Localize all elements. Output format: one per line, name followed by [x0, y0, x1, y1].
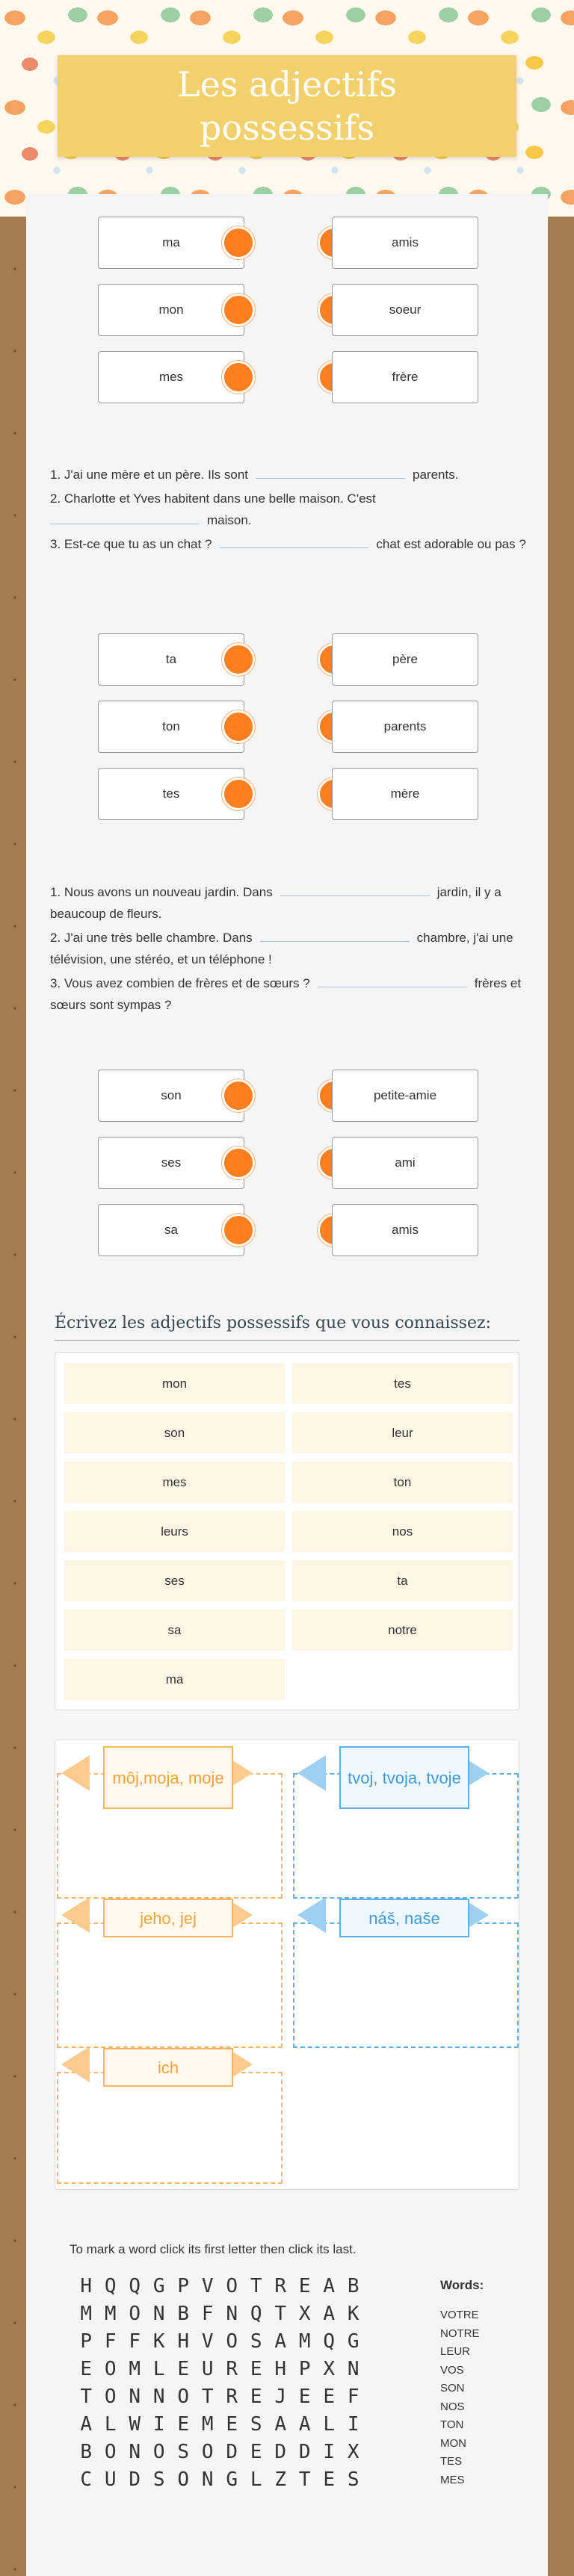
matching-exercise-3 [26, 1070, 548, 1256]
sentence-text: 2. J'ai une très belle chambre. Dans [50, 931, 253, 945]
answer-blank[interactable] [50, 509, 200, 524]
wordsearch-row [74, 2355, 365, 2383]
wordsearch-letter[interactable]: O [104, 2357, 117, 2380]
list-item[interactable]: ma [64, 1659, 285, 1700]
list-item[interactable]: mon [64, 1363, 285, 1404]
wordsearch-row [74, 2410, 365, 2438]
list-item[interactable]: ta [292, 1560, 513, 1601]
list-item[interactable]: ton [292, 1462, 513, 1503]
wordsearch-letter[interactable]: U [104, 2468, 117, 2491]
list-item[interactable]: leur [292, 1412, 513, 1453]
wordsearch-letter[interactable]: R [226, 2357, 238, 2380]
wordsearch-letter[interactable]: E [298, 2274, 311, 2297]
wordsearch-letter[interactable]: S [347, 2468, 359, 2491]
group-label: náš, naše [339, 1899, 469, 1937]
wordsearch-letter[interactable]: L [323, 2412, 336, 2436]
wordsearch-letter[interactable]: T [250, 2274, 262, 2297]
sentence-text: parents. [413, 468, 459, 482]
wordsearch-letter[interactable]: X [298, 2302, 311, 2325]
wordsearch-letter[interactable]: Z [274, 2468, 287, 2491]
ribbon-tail [297, 1755, 326, 1791]
ribbon-tail [61, 2046, 90, 2082]
wordsearch-letter[interactable]: A [80, 2412, 93, 2436]
wordsearch-letter[interactable]: H [274, 2357, 287, 2380]
wordsearch-letter[interactable]: R [274, 2274, 287, 2297]
match-connector[interactable] [222, 1146, 255, 1179]
wordsearch-letter[interactable]: I [152, 2412, 165, 2436]
list-item[interactable]: sa [64, 1610, 285, 1651]
answer-blank[interactable] [318, 972, 467, 987]
sentence-text: 1. Nous avons un nouveau jardin. Dans [50, 885, 273, 899]
wordsearch-letter[interactable]: F [104, 2330, 117, 2353]
wordsearch-letter[interactable]: Q [129, 2274, 141, 2297]
wordsearch-letter[interactable]: G [226, 2468, 238, 2491]
matching-exercise-2 [26, 633, 548, 820]
match-item[interactable]: mon [98, 284, 244, 336]
wordsearch-letter[interactable]: N [226, 2302, 238, 2325]
wordsearch-letter[interactable]: T [201, 2385, 214, 2408]
wordsearch-letter[interactable]: D [298, 2440, 311, 2463]
wordsearch-letter[interactable]: E [177, 2412, 190, 2436]
wordsearch-row [74, 2383, 365, 2410]
wordsearch-letter[interactable]: N [347, 2357, 359, 2380]
wordsearch-letter[interactable]: P [80, 2330, 93, 2353]
wordsearch-letter[interactable]: G [347, 2330, 359, 2353]
wordsearch-letter[interactable]: D [129, 2468, 141, 2491]
fill-in-exercise-2 [50, 881, 528, 1018]
wordsearch-letter[interactable]: E [298, 2385, 311, 2408]
match-item[interactable]: sa [98, 1204, 244, 1256]
match-connector[interactable] [222, 226, 255, 259]
wordsearch-letter[interactable]: O [226, 2330, 238, 2353]
match-item[interactable]: ami [332, 1137, 478, 1189]
wordsearch-letter[interactable]: T [80, 2385, 93, 2408]
wordsearch-letter[interactable]: U [201, 2357, 214, 2380]
wordsearch-letter[interactable]: K [152, 2330, 165, 2353]
wordsearch-letter[interactable]: B [177, 2302, 190, 2325]
answer-blank[interactable] [260, 927, 410, 942]
list-item[interactable]: ses [64, 1560, 285, 1601]
match-item[interactable]: mère [332, 768, 478, 820]
match-connector[interactable] [222, 643, 255, 676]
wordsearch-letter[interactable]: L [250, 2468, 262, 2491]
sentence-text: frères et sœurs sont sympas ? [50, 976, 522, 1012]
title-banner [58, 55, 516, 157]
wordsearch-letter[interactable]: F [347, 2385, 359, 2408]
match-item[interactable]: ta [98, 633, 244, 686]
wordsearch-letter[interactable]: E [323, 2385, 336, 2408]
match-item[interactable]: amis [332, 1204, 478, 1256]
answer-blank[interactable] [280, 881, 430, 896]
wordsearch-row [74, 2327, 365, 2355]
match-connector[interactable] [222, 710, 255, 743]
ribbon-tail [297, 1897, 326, 1933]
wordsearch-letter[interactable]: B [347, 2274, 359, 2297]
wordsearch-letter[interactable]: Q [104, 2274, 117, 2297]
wordsearch-letter[interactable]: A [274, 2330, 287, 2353]
wordsearch-letter[interactable]: O [129, 2302, 141, 2325]
sentence-text: 2. Charlotte et Yves habitent dans une belle maison. C'est [50, 491, 376, 506]
wordsearch-instruction: To mark a word click its first letter then click its last. [70, 2242, 357, 2256]
list-item[interactable]: son [64, 1412, 285, 1453]
wordsearch-grid [74, 2272, 365, 2493]
match-connector[interactable] [222, 361, 255, 394]
match-connector[interactable] [222, 1214, 255, 1247]
sentence-text: chat est adorable ou pas ? [376, 537, 526, 551]
wordsearch-letter[interactable]: Q [323, 2330, 336, 2353]
list-instruction: Écrivez les adjectifs possessifs que vous connaissez: [55, 1314, 519, 1341]
sentence-text: 3. Est-ce que tu as un chat ? [50, 537, 212, 551]
ribbon-tail [61, 1897, 90, 1933]
word-list [440, 2278, 484, 2489]
group-label: ich [103, 2048, 233, 2087]
wordsearch-letter[interactable]: E [323, 2468, 336, 2491]
wordsearch-letter[interactable]: P [177, 2274, 190, 2297]
wordsearch-letter[interactable]: N [129, 2385, 141, 2408]
word-list-item: TON [440, 2418, 464, 2431]
list-item[interactable]: tes [292, 1363, 513, 1404]
wordsearch-letter[interactable]: V [201, 2330, 214, 2353]
match-item[interactable]: parents [332, 701, 478, 753]
wordsearch-letter[interactable]: A [323, 2274, 336, 2297]
group-label: jeho, jej [103, 1899, 233, 1937]
answer-blank[interactable] [219, 533, 368, 548]
word-list-item: VOTRE [440, 2309, 479, 2321]
sentence-text: maison. [207, 513, 252, 527]
wordsearch-row [74, 2438, 365, 2465]
wordsearch-letter[interactable]: E [177, 2357, 190, 2380]
list-item[interactable]: mes [64, 1462, 285, 1503]
wordsearch-letter[interactable]: A [274, 2412, 287, 2436]
wordsearch-letter[interactable]: H [177, 2330, 190, 2353]
wordsearch-letter[interactable]: O [104, 2440, 117, 2463]
group-sort-exercise [55, 1739, 519, 2190]
list-item[interactable]: leurs [64, 1511, 285, 1552]
wordsearch-letter[interactable]: W [129, 2412, 141, 2436]
match-item[interactable]: ses [98, 1137, 244, 1189]
wordsearch-letter[interactable]: M [104, 2302, 117, 2325]
list-item[interactable]: nos [292, 1511, 513, 1552]
match-item[interactable]: frère [332, 351, 478, 403]
wordsearch-letter[interactable]: M [298, 2330, 311, 2353]
wordsearch-letter[interactable]: S [152, 2468, 165, 2491]
wordsearch-letter[interactable]: F [201, 2302, 214, 2325]
wordsearch-letter[interactable]: F [129, 2330, 141, 2353]
wordsearch-letter[interactable]: I [347, 2412, 359, 2436]
wordsearch-letter[interactable]: K [347, 2302, 359, 2325]
wordsearch-letter[interactable]: S [250, 2412, 262, 2436]
worksheet [26, 194, 548, 2576]
sentence-text: 1. J'ai une mère et un père. Ils sont [50, 468, 249, 482]
group-dropzone[interactable] [57, 1922, 283, 2048]
wordsearch-letter[interactable]: J [274, 2385, 287, 2408]
wordsearch-letter[interactable]: V [201, 2274, 214, 2297]
wordsearch-letter[interactable]: S [250, 2330, 262, 2353]
wordsearch-letter[interactable]: Q [250, 2302, 262, 2325]
wordsearch-letter[interactable]: B [80, 2440, 93, 2463]
wordsearch-letter[interactable]: E [226, 2412, 238, 2436]
wordsearch-letter[interactable]: R [226, 2385, 238, 2408]
wordsearch-letter[interactable]: M [129, 2357, 141, 2380]
word-list-title: Words: [440, 2278, 484, 2292]
match-item[interactable]: ma [98, 217, 244, 269]
wordsearch-letter[interactable]: L [104, 2412, 117, 2436]
wordsearch-letter[interactable]: M [80, 2302, 93, 2325]
match-item[interactable]: son [98, 1070, 244, 1122]
match-connector[interactable] [222, 778, 255, 810]
match-item[interactable]: père [332, 633, 478, 686]
group-label: tvoj, tvoja, tvoje [339, 1746, 469, 1809]
wordsearch-letter[interactable]: O [104, 2385, 117, 2408]
word-list-item: TES [440, 2455, 463, 2468]
wordsearch-letter[interactable]: E [250, 2385, 262, 2408]
wordsearch-letter[interactable]: N [201, 2468, 214, 2491]
sentence-text: 3. Vous avez combien de frères et de sœurs ? [50, 976, 310, 990]
answer-list [55, 1352, 519, 1710]
word-list-item: NOS [440, 2400, 465, 2413]
wordsearch-letter[interactable]: S [177, 2440, 190, 2463]
answer-blank[interactable] [256, 464, 405, 479]
match-item[interactable]: soeur [332, 284, 478, 336]
wordsearch-row [74, 2465, 365, 2493]
wordsearch-letter[interactable]: A [298, 2412, 311, 2436]
wordsearch-letter[interactable]: O [177, 2468, 190, 2491]
wordsearch-letter[interactable]: C [80, 2468, 93, 2491]
wordsearch-letter[interactable]: O [177, 2385, 190, 2408]
wordsearch-letter[interactable]: T [274, 2302, 287, 2325]
match-item[interactable]: tes [98, 768, 244, 820]
wordsearch-letter[interactable]: A [323, 2302, 336, 2325]
wordsearch-letter[interactable]: E [250, 2440, 262, 2463]
wordsearch-letter[interactable]: O [201, 2440, 214, 2463]
wordsearch-letter[interactable]: H [80, 2274, 93, 2297]
word-list-item: MON [440, 2436, 466, 2450]
word-list-item: SON [440, 2382, 465, 2395]
match-connector[interactable] [222, 1079, 255, 1112]
wordsearch-letter[interactable]: D [226, 2440, 238, 2463]
wordsearch-letter[interactable]: N [152, 2302, 165, 2325]
wordsearch-letter[interactable]: E [80, 2357, 93, 2380]
group-label: môj,moja, moje [103, 1746, 233, 1809]
word-list-item: NOTRE [440, 2327, 480, 2340]
group-dropzone[interactable] [57, 2072, 283, 2184]
wordsearch-letter[interactable]: M [201, 2412, 214, 2436]
group-dropzone[interactable] [293, 1922, 519, 2048]
wordsearch-letter[interactable]: T [298, 2468, 311, 2491]
wordsearch-letter[interactable]: D [274, 2440, 287, 2463]
wordsearch-letter[interactable]: E [250, 2357, 262, 2380]
sentence-text: chambre, j'ai une télévision, une stéréo, et un téléphone ! [50, 931, 513, 966]
wordsearch-letter[interactable]: X [323, 2357, 336, 2380]
word-list-item: VOS [440, 2363, 464, 2377]
word-list-item: LEUR [440, 2345, 471, 2358]
match-connector[interactable] [222, 294, 255, 326]
matching-exercise-1 [26, 217, 548, 403]
wordsearch-letter[interactable]: I [323, 2440, 336, 2463]
sentence-text: jardin, il y a beaucoup de fleurs. [50, 885, 502, 921]
wordsearch-letter[interactable]: X [347, 2440, 359, 2463]
wordsearch-row [74, 2300, 365, 2327]
wordsearch-letter[interactable]: L [152, 2357, 165, 2380]
wordsearch-letter[interactable]: G [152, 2274, 165, 2297]
wordsearch-row [74, 2272, 365, 2300]
wordsearch-letter[interactable]: O [152, 2440, 165, 2463]
word-list-item: MES [440, 2473, 465, 2486]
match-item[interactable]: ton [98, 701, 244, 753]
match-item[interactable]: petite-amie [332, 1070, 478, 1122]
list-item[interactable]: notre [292, 1610, 513, 1651]
wordsearch-letter[interactable]: P [298, 2357, 311, 2380]
wordsearch-letter[interactable]: N [152, 2385, 165, 2408]
wordsearch-letter[interactable]: O [226, 2274, 238, 2297]
match-item[interactable]: amis [332, 217, 478, 269]
match-item[interactable]: mes [98, 351, 244, 403]
fill-in-exercise-1 [50, 464, 528, 557]
wordsearch-letter[interactable]: N [129, 2440, 141, 2463]
page-title: Les adjectifs possessifs [177, 64, 397, 148]
ribbon-tail [61, 1755, 90, 1791]
